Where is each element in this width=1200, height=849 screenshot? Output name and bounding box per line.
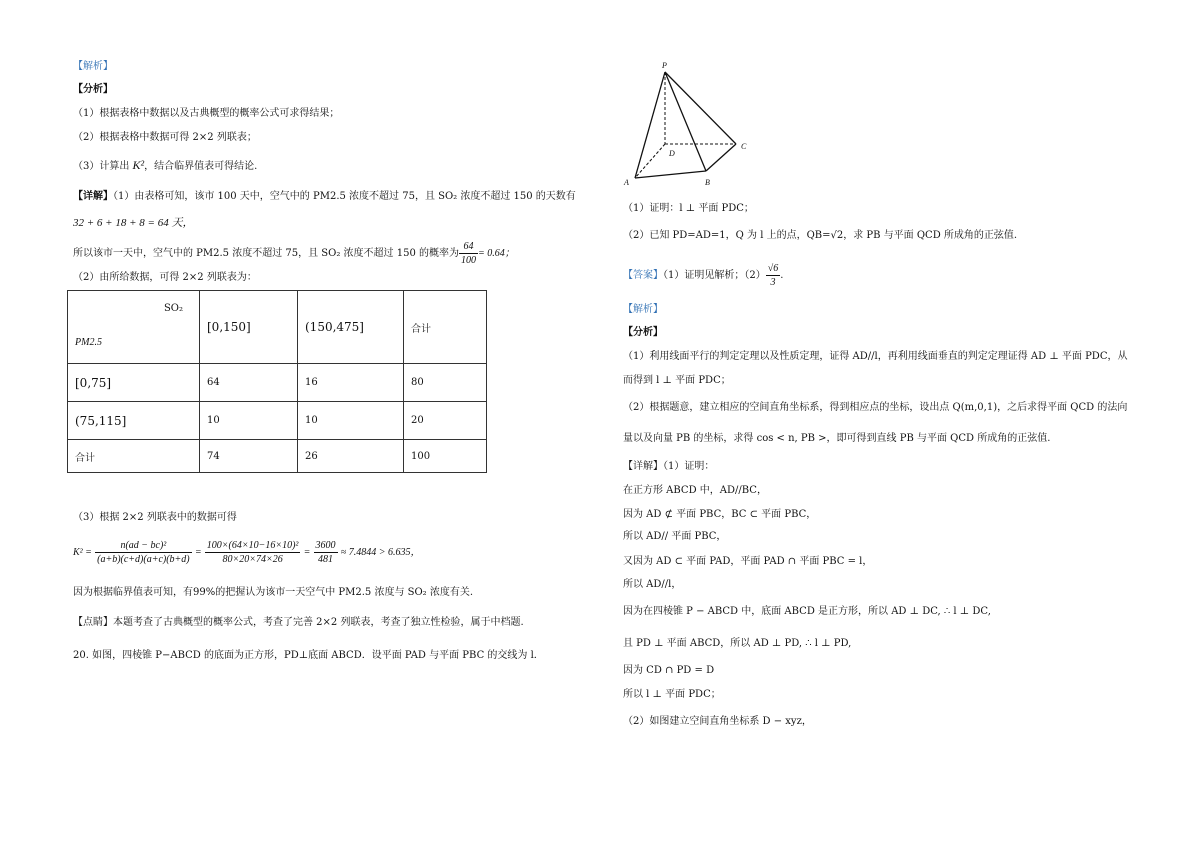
k2-f2-den: 80×20×74×26 <box>222 554 283 565</box>
k2-eq-1: = <box>194 547 202 558</box>
detail-right-line: （2）如图建立空间直角坐标系 D − xyz， <box>623 716 812 727</box>
answer-frac-den: 3 <box>770 277 776 288</box>
answer-line <box>623 261 783 291</box>
detail-1-probability <box>73 238 515 270</box>
detail-label: 【详解】 <box>73 191 113 202</box>
fenxi-right-2a: （2）根据题意，建立相应的空间直角坐标系，得到相应点的坐标，设出点 Q(m,0,1)，之后求得平面 QCD 的法向 <box>623 402 1128 413</box>
detail-right-line: 又因为 AD ⊂ 平面 PAD，平面 PAD ∩ 平面 PBC = l， <box>623 556 873 567</box>
fenxi-right-2b: 量以及向量 PB 的坐标，求得 cos < n, PB >，即可得到直线 PB 与平面 QCD 所成角的正弦值. <box>623 433 1051 444</box>
detail-right-line: 所以 l ⊥ 平面 PDC； <box>623 689 721 700</box>
k2-f3-den: 481 <box>318 554 334 565</box>
k2-f2-num: 100×(64×10−16×10)² <box>206 540 299 551</box>
table-header-row <box>68 291 487 364</box>
k2-f3-num: 3600 <box>315 540 336 551</box>
prob-result: = 0.64； <box>478 248 515 259</box>
question-20: 20. 如图，四棱锥 P−ABCD 的底面为正方形，PD⊥底面 ABCD．设平面 PAD 与平面 PBC 的交线为 l． <box>73 650 544 661</box>
dianjing-text: 【点睛】本题考查了古典概型的概率公式，考查了完善 2×2 列联表，考查了独立性检验，属于中档题. <box>73 617 524 628</box>
fenxi-title-right: 【分析】 <box>623 327 663 338</box>
label-c: C <box>741 142 747 151</box>
answer-frac-num: √6 <box>767 263 779 274</box>
detail-right-line: 所以 AD// 平面 PBC， <box>623 531 727 542</box>
k2-fraction-2 <box>205 539 301 566</box>
col-header-150-475: (150,475] <box>298 291 404 364</box>
question-20-part-1: （1）证明：l ⊥ 平面 PDC； <box>623 203 754 214</box>
detail-1-text: （1）由表格可知，该市 100 天中，空气中的 PM2.5 浓度不超过 75，且 SO₂ 浓度不超过 150 的天数有 <box>113 191 576 202</box>
detail-item-2: （2）由所给数据，可得 2×2 列联表为： <box>73 272 257 283</box>
table-cell: 16 <box>298 364 404 402</box>
contingency-table <box>67 290 487 473</box>
table-cell: 64 <box>200 364 298 402</box>
detail-right-line: 且 PD ⊥ 平面 ABCD，所以 AD ⊥ PD, ∴ l ⊥ PD, <box>623 638 852 649</box>
label-p: P <box>662 61 667 70</box>
detail-title-right: 【详解】（1）证明： <box>623 461 715 472</box>
k2-fraction-1 <box>95 539 192 566</box>
edge-ab <box>635 171 706 178</box>
k2-fraction-3 <box>314 539 338 566</box>
detail-right-line: 因为在四棱锥 P − ABCD 中，底面 ABCD 是正方形，所以 AD ⊥ DC, ∴ l ⊥ DC, <box>623 606 991 617</box>
row-label: 合计 <box>68 440 200 473</box>
k2-eq-2: = <box>303 547 311 558</box>
fenxi-item-1: （1）根据表格中数据以及古典概型的概率公式可求得结果； <box>73 108 340 119</box>
corner-so2-label: SO₂ <box>163 303 183 314</box>
analysis-header: 【解析】 <box>73 61 113 72</box>
edge-bc <box>706 144 736 171</box>
col-header-0-150: [0,150] <box>200 291 298 364</box>
table-cell: 100 <box>404 440 487 473</box>
answer-fraction <box>766 262 784 289</box>
prob-fraction-den: 100 <box>461 255 476 266</box>
fenxi-title: 【分析】 <box>73 84 113 95</box>
table-row <box>68 364 487 402</box>
table-cell: 20 <box>404 402 487 440</box>
k2-result: ≈ 7.4844 > 6.635， <box>340 547 421 558</box>
table-cell: 10 <box>298 402 404 440</box>
table-row <box>68 402 487 440</box>
prob-fraction-num: 64 <box>459 240 478 254</box>
analysis-label-right: 【解析】 <box>623 304 663 315</box>
row-label: (75,115] <box>68 402 200 440</box>
k2-formula <box>73 537 420 569</box>
corner-pm25-label: PM2.5 <box>75 337 102 348</box>
label-a: A <box>624 178 629 187</box>
table-corner-cell <box>68 291 200 364</box>
table-cell: 74 <box>200 440 298 473</box>
table-row <box>68 440 487 473</box>
label-d: D <box>669 149 675 158</box>
fenxi-item-2: （2）根据表格中数据可得 2×2 列联表； <box>73 132 257 143</box>
fenxi-3-text-a: （3）计算出 <box>73 161 133 172</box>
fenxi-3-text-b: ，结合临界值表可得结论. <box>144 161 258 172</box>
k2-symbol: K² <box>132 158 145 172</box>
detail-right-line: 因为 CD ∩ PD = D <box>623 665 715 676</box>
table-cell: 26 <box>298 440 404 473</box>
prob-fraction <box>459 240 478 267</box>
detail-right-line: 在正方形 ABCD 中，AD//BC， <box>623 485 767 496</box>
k2-f1-num: n(ad − bc)² <box>95 539 192 553</box>
col-header-total: 合计 <box>404 291 487 364</box>
answer-label: 【答案】 <box>623 270 663 281</box>
detail-right-line: 因为 AD ⊄ 平面 PBC，BC ⊂ 平面 PBC， <box>623 509 817 520</box>
detail-1-prob-text: 所以该市一天中，空气中的 PM2.5 浓度不超过 75，且 SO₂ 浓度不超过 150 的概率为 <box>73 248 459 259</box>
label-b: B <box>705 178 710 187</box>
row-label: [0,75] <box>68 364 200 402</box>
conclusion-text: 因为根据临界值表可知，有99%的把握认为该市一天空气中 PM2.5 浓度与 SO₂ 浓度有关. <box>73 587 474 598</box>
table-cell: 10 <box>200 402 298 440</box>
answer-text: （1）证明见解析；（2） <box>663 270 766 281</box>
fenxi-right-1b: 而得到 l ⊥ 平面 PDC； <box>623 375 731 386</box>
k2-f1-den: (a+b)(c+d)(a+c)(b+d) <box>97 554 190 565</box>
detail-item-1 <box>73 190 576 204</box>
k2-lhs: K² = <box>73 547 92 558</box>
fenxi-right-1a: （1）利用线面平行的判定定理以及性质定理，证得 AD//l，再利用线面垂直的判定定理证得 AD ⊥ 平面 PDC，从 <box>623 351 1128 362</box>
answer-tail: . <box>780 270 784 281</box>
detail-right-line: 所以 AD//l， <box>623 579 682 590</box>
fenxi-item-3 <box>73 158 257 174</box>
pyramid-figure <box>618 58 758 193</box>
edge-pc <box>665 72 736 144</box>
detail-item-3: （3）根据 2×2 列联表中的数据可得 <box>73 512 237 523</box>
detail-1-sum: 32 + 6 + 18 + 8 = 64 天， <box>73 217 194 229</box>
edge-pa <box>635 72 665 178</box>
question-20-part-2: （2）已知 PD=AD=1，Q 为 l 上的点，QB=√2，求 PB 与平面 QCD 所成角的正弦值. <box>623 230 1018 241</box>
table-cell: 80 <box>404 364 487 402</box>
